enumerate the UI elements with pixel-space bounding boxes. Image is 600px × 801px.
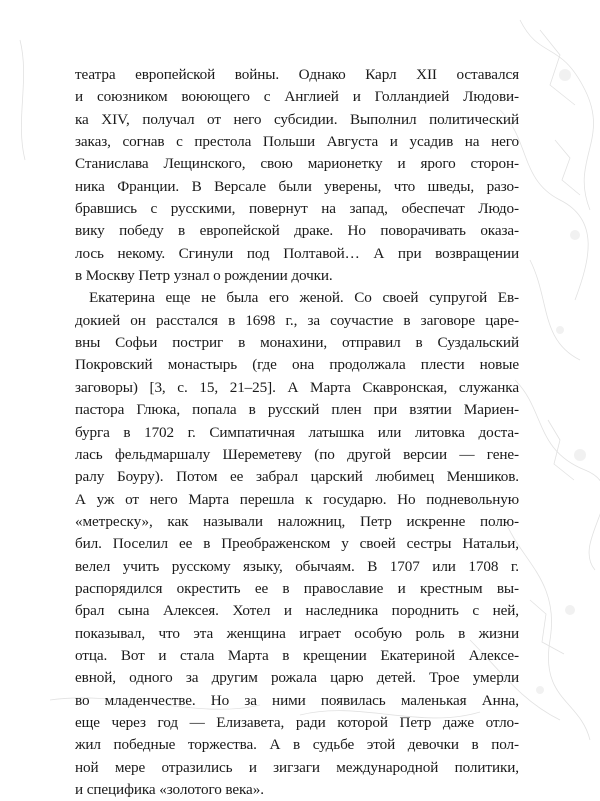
text-line: Покровский монастырь (где она продолжала плести новые [75,356,519,374]
text-line: «метреску», как называли наложниц, Петр искренне полю- [75,512,519,530]
text-line: ралу Боуру). Потом ее забрал царский любимец Меншиков. [75,468,519,486]
text-line: заказ, согнав с престола Польши Августа и усадив на него [75,133,519,151]
text-line: ника Франции. В Версале были уверены, что шведы, разо- [75,177,519,195]
text-line: еще через год — Елизавета, ради которой Петр даже отло- [75,713,519,731]
text-line: распорядился окрестить ее в православие и крестным вы- [75,579,519,597]
text-line: А уж от него Марта перешла к государю. Но подневольную [75,490,519,508]
text-line: бравшись с русскими, повернут на запад, обеспечат Людо- [75,200,519,218]
text-line: Екатерина еще не была его женой. Со своей супругой Ев- [89,289,519,307]
text-line: пастора Глюка, попала в русский плен при взятии Мариен- [75,401,519,419]
text-line: вны Софьи постриг в монахини, отправил в Суздальский [75,334,519,352]
text-line: жил победные торжества. А в судьбе этой девочки в пол- [75,736,519,754]
main-text [75,64,519,801]
text-line: лось некому. Сгинули под Полтавой… А при возвращении [75,244,519,262]
text-line: театра европейской войны. Однако Карл XII оставался [75,66,519,83]
text-line: брал сына Алексея. Хотел и наследника породнить с ней, [75,602,519,620]
text-line: бурга в 1702 г. Симпатичная латышка или литовка доста- [75,423,519,441]
text-line: и специфика «золотого века». [75,781,264,798]
text-line: ка XIV, получал от него субсидии. Выполнил политический [75,110,519,128]
text-line: в Москву Петр узнал о рождении дочки. [75,267,333,285]
text-line: евной, одного за другим рожала царю детей. Трое умерли [75,669,519,687]
text-line: Станислава Лещинского, свою марионетку и ярого сторон- [75,155,519,173]
text-line: бил. Поселил ее в Преображенском у своей сестры Натальи, [75,535,519,553]
text-line: ной мере отразились и зигзаги международной политики, [75,758,519,776]
text-line: во младенчестве. Но за ними появилась маленькая Анна, [75,691,519,709]
text-line: вику победу в европейской драке. Но поворачивать оказа- [75,222,519,240]
text-line: докией он расстался в 1698 г., за соучастие в заговоре царе- [75,311,519,329]
text-line: отца. Вот и стала Марта в крещении Екатериной Алексе- [75,646,519,664]
text-line: велел учить русскому языку, обычаям. В 1707 или 1708 г. [75,557,519,575]
text-line: лась фельдмаршалу Шереметеву (по другой версии — гене- [75,445,519,463]
text-line: и союзником воюющего с Англией и Голландией Людови- [75,88,519,106]
text-line: показывал, что эта женщина играет особую роль в жизни [75,624,519,642]
text-line: заговоры) [3, с. 15, 21–25]. А Марта Скавронская, служанка [75,378,519,396]
